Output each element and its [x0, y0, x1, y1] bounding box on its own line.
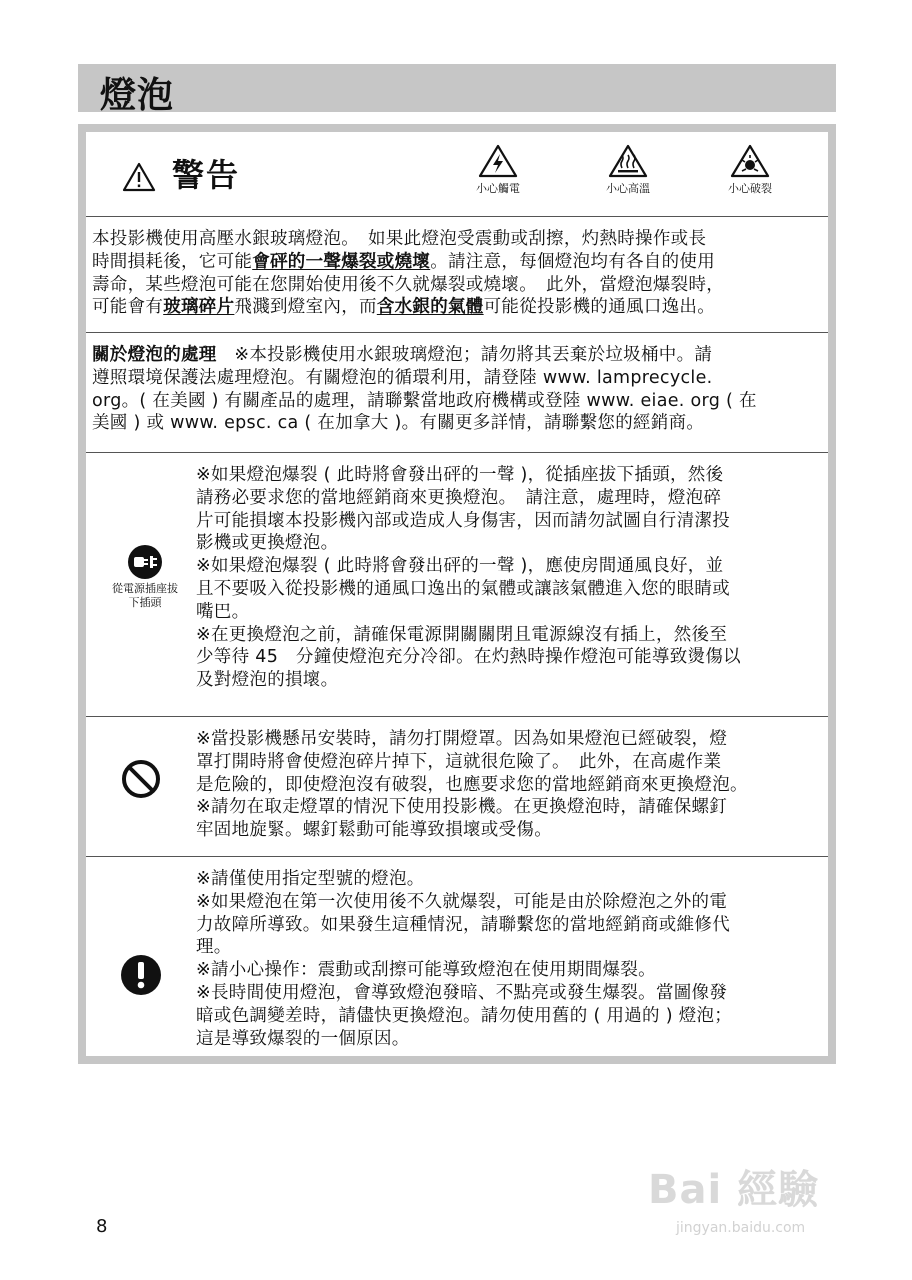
text-segment: 美國 ) 或 www. epsc. ca ( 在加拿大 )。有關更多詳情，請聯繫您的經銷商。	[92, 413, 705, 434]
text-line: ※請僅使用指定型號的燈泡。	[196, 869, 425, 889]
warning-title: 警告	[172, 156, 241, 194]
text-line: ※如果燈泡爆裂 ( 此時將會發出砰的一聲 )，從插座拔下插頭，然後	[196, 465, 724, 485]
text-line	[92, 251, 824, 274]
text-segment: 本投影機使用高壓水銀玻璃燈泡。 如果此燈泡受震動或刮擦，灼熱時操作或長	[92, 229, 707, 249]
prohibit-section-text	[196, 728, 826, 842]
watermark-logo: Bai 經驗	[648, 1167, 820, 1213]
warning-header	[86, 132, 828, 216]
text-line: 這是導致爆裂的一個原因。	[196, 1028, 410, 1049]
text-line: ※請勿在取走燈罩的情況下使用投影機。在更換燈泡時，請確保螺釘	[196, 797, 728, 818]
emphasis-text: 關於燈泡的處理	[92, 345, 217, 365]
text-line: ※長時間使用燈泡，會導致燈泡發暗、不點亮或發生爆裂。當圖像發	[196, 982, 728, 1003]
text-segment: 壽命，某些燈泡可能在您開始使用後不久就爆裂或燒壞。 此外，當燈泡爆裂時，	[92, 274, 725, 295]
text-line: 牢固地旋緊。螺釘鬆動可能導致損壞或受傷。	[196, 820, 552, 841]
breakage-icon	[730, 144, 770, 178]
emphasis-text: 會砰的一聲爆裂或燒壞	[252, 251, 431, 272]
exclamation-icon	[120, 954, 162, 996]
divider	[86, 216, 828, 217]
text-line: ※在更換燈泡之前，請確保電源開關關閉且電源線沒有插上，然後至	[196, 624, 728, 645]
disposal-paragraph	[92, 344, 824, 435]
hazard-label: 小心高溫	[606, 182, 650, 195]
hazard-label: 小心觸電	[476, 182, 520, 195]
emphasis-text: 含水銀的氣體	[376, 297, 484, 318]
emphasis-text: 玻璃碎片	[163, 297, 235, 318]
caution-section-text	[196, 868, 826, 1050]
text-segment: org。( 在美國 ) 有關產品的處理，請聯繫當地政府機構或登陸 www. eiae. org ( 在	[92, 390, 757, 411]
text-line	[92, 367, 824, 390]
text-segment: 時間損耗後，它可能	[92, 251, 253, 272]
text-line: 及對燈泡的損壞。	[196, 670, 339, 691]
divider	[86, 856, 828, 857]
text-segment: 飛濺到燈室內，而	[234, 297, 377, 318]
hazard-breakage	[708, 144, 792, 196]
unplug-section-text	[196, 464, 826, 692]
hazard-label: 小心破裂	[728, 182, 772, 195]
text-line	[92, 296, 824, 319]
text-segment: 。請注意，每個燈泡均有各自的使用	[430, 251, 716, 272]
text-line: 嘴巴。	[196, 601, 250, 622]
text-line: 暗或色調變差時，請儘快更換燈泡。請勿使用舊的 ( 用過的 ) 燈泡；	[196, 1005, 733, 1026]
unplug-label: 從電源插座拔 下插頭	[112, 582, 178, 609]
prohibition-icon	[120, 758, 162, 800]
text-segment: 可能會有	[92, 297, 164, 318]
text-line: 是危險的，即使燈泡沒有破裂，也應要求您的當地經銷商來更換燈泡。	[196, 774, 748, 795]
text-line	[92, 228, 824, 251]
text-line	[92, 344, 824, 367]
warning-triangle-icon	[122, 162, 156, 192]
text-line: 影機或更換燈泡。	[196, 533, 339, 554]
text-segment: 遵照環境保護法處理燈泡。有關燈泡的循環利用，請登陸 www. lamprecycle.	[92, 367, 713, 388]
text-segment: 可能從投影機的通風口逸出。	[483, 297, 716, 318]
page-number: 8	[96, 1216, 108, 1237]
text-line: 力故障所導致。如果發生這種情況，請聯繫您的當地經銷商或維修代	[196, 914, 730, 935]
watermark-url: jingyan.baidu.com	[676, 1220, 806, 1236]
unplug-icon-block	[102, 542, 188, 610]
text-line: ※當投影機懸吊安裝時，請勿打開燈罩。因為如果燈泡已經破裂，燈	[196, 729, 728, 749]
text-line: 片可能損壞本投影機內部或造成人身傷害，因而請勿試圖自行清潔投	[196, 510, 730, 531]
text-line	[92, 274, 824, 297]
warning-paragraph	[92, 228, 824, 319]
text-line: 且不要吸入從投影機的通風口逸出的氣體或讓該氣體進入您的眼睛或	[196, 578, 730, 599]
warning-frame	[78, 124, 836, 1064]
text-line	[92, 390, 824, 413]
text-line: 請務必要求您的當地經銷商來更換燈泡。 請注意，處理時，燈泡碎	[196, 487, 722, 508]
page-title: 燈泡	[100, 75, 175, 116]
text-segment: ※本投影機使用水銀玻璃燈泡；請勿將其丟棄於垃圾桶中。請	[216, 345, 713, 365]
text-line: 理。	[196, 937, 232, 958]
page-title-bar	[78, 64, 836, 116]
text-line: ※如果燈泡在第一次使用後不久就爆裂，可能是由於除燈泡之外的電	[196, 891, 728, 912]
hazard-electric	[456, 144, 540, 196]
hazard-hot	[586, 144, 670, 196]
text-line: 少等待 45 分鐘使燈泡充分冷卻。在灼熱時操作燈泡可能導致燙傷以	[196, 647, 741, 668]
warning-box	[86, 132, 828, 1056]
hot-surface-icon	[608, 144, 648, 178]
watermark	[648, 1158, 868, 1248]
text-line: ※如果燈泡爆裂 ( 此時將會發出砰的一聲 )，應使房間通風良好，並	[196, 556, 724, 577]
divider	[86, 332, 828, 333]
divider	[86, 452, 828, 453]
text-line: ※請小心操作：震動或刮擦可能導致燈泡在使用期間爆裂。	[196, 960, 656, 981]
unplug-icon	[125, 542, 165, 582]
electric-shock-icon	[478, 144, 518, 178]
divider	[86, 716, 828, 717]
text-line: 罩打開時將會使燈泡碎片掉下，這就很危險了。 此外，在高處作業	[196, 751, 722, 772]
text-line	[92, 412, 824, 435]
